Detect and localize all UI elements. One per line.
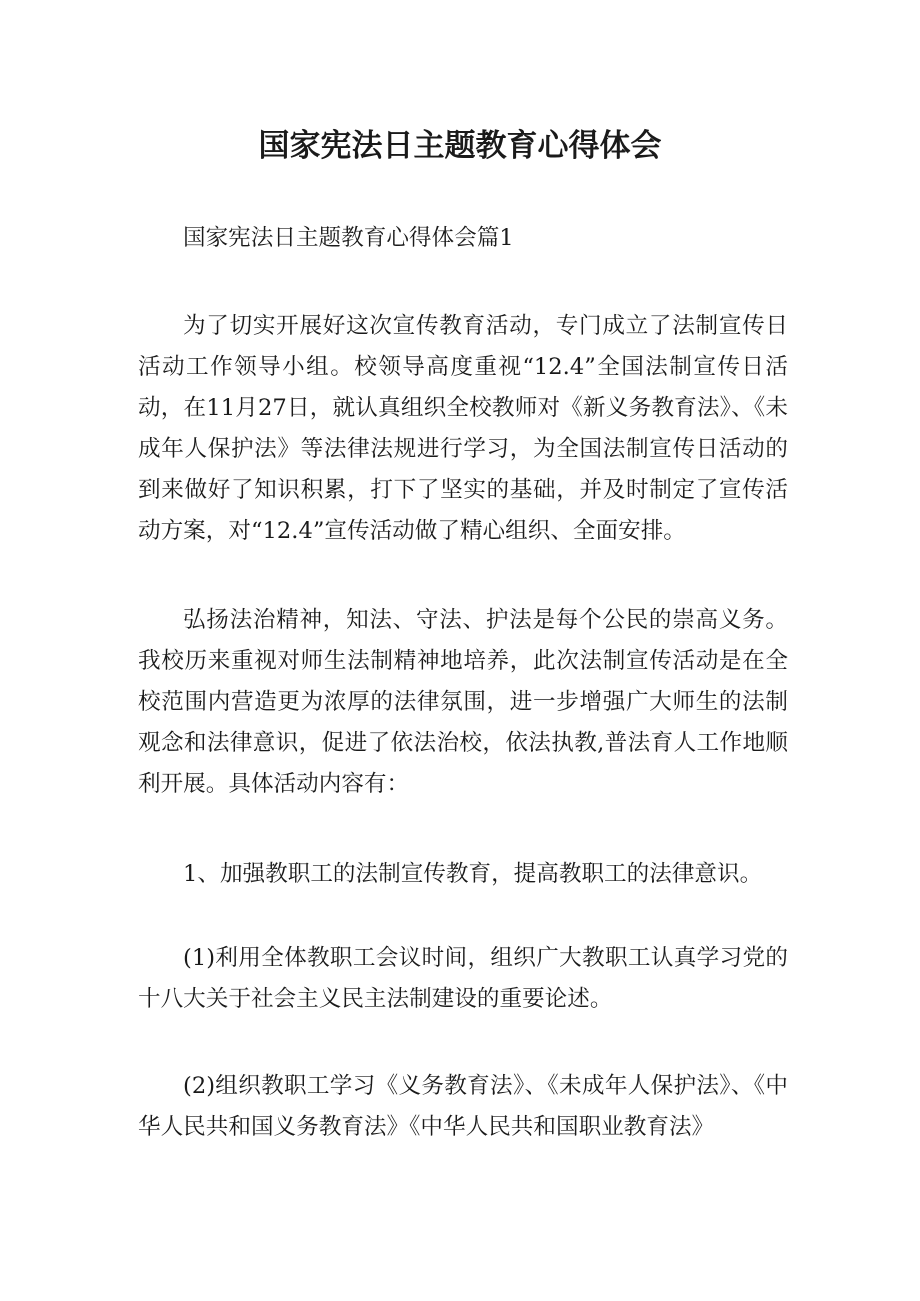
document-subtitle: 国家宪法日主题教育心得体会篇1 [183,225,514,251]
paragraph-2: 弘扬法治精神，知法、守法、护法是每个公民的崇高义务。我校历来重视对师生法制精神地培养，此次法制宣传活动是在全校范围内营造更为浓厚的法律氛围，进一步增强广大师生的法制观念和法律意识，促进了依法治校，依法执教,普法育人工作地顺利开展。具体活动内容有： [138,607,788,797]
paragraph-1: 为了切实开展好这次宣传教育活动，专门成立了法制宣传日活动工作领导小组。校领导高度重视“12.4”全国法制宣传日活动，在11月27日，就认真组织全校教师对《新义务教育法》、《未成年人保护法》等法律法规进行学习，为全国法制宣传日活动的到来做好了知识积累，打下了坚实的基础，并及时制定了宣传活动方案，对“12.4”宣传活动做了精心组织、全面安排。 [138,313,788,544]
document-title: 国家宪法日主题教育心得体会 [258,128,662,164]
paragraph-5: (2)组织教职工学习《义务教育法》、《未成年人保护法》、《中华人民共和国义务教育法》《中华人民共和国职业教育法》 [138,1073,788,1140]
paragraph-3: 1、加强教职工的法制宣传教育，提高教职工的法律意识。 [183,861,763,887]
paragraph-4: (1)利用全体教职工会议时间，组织广大教职工认真学习党的十八大关于社会主义民主法制建设的重要论述。 [138,945,788,1012]
